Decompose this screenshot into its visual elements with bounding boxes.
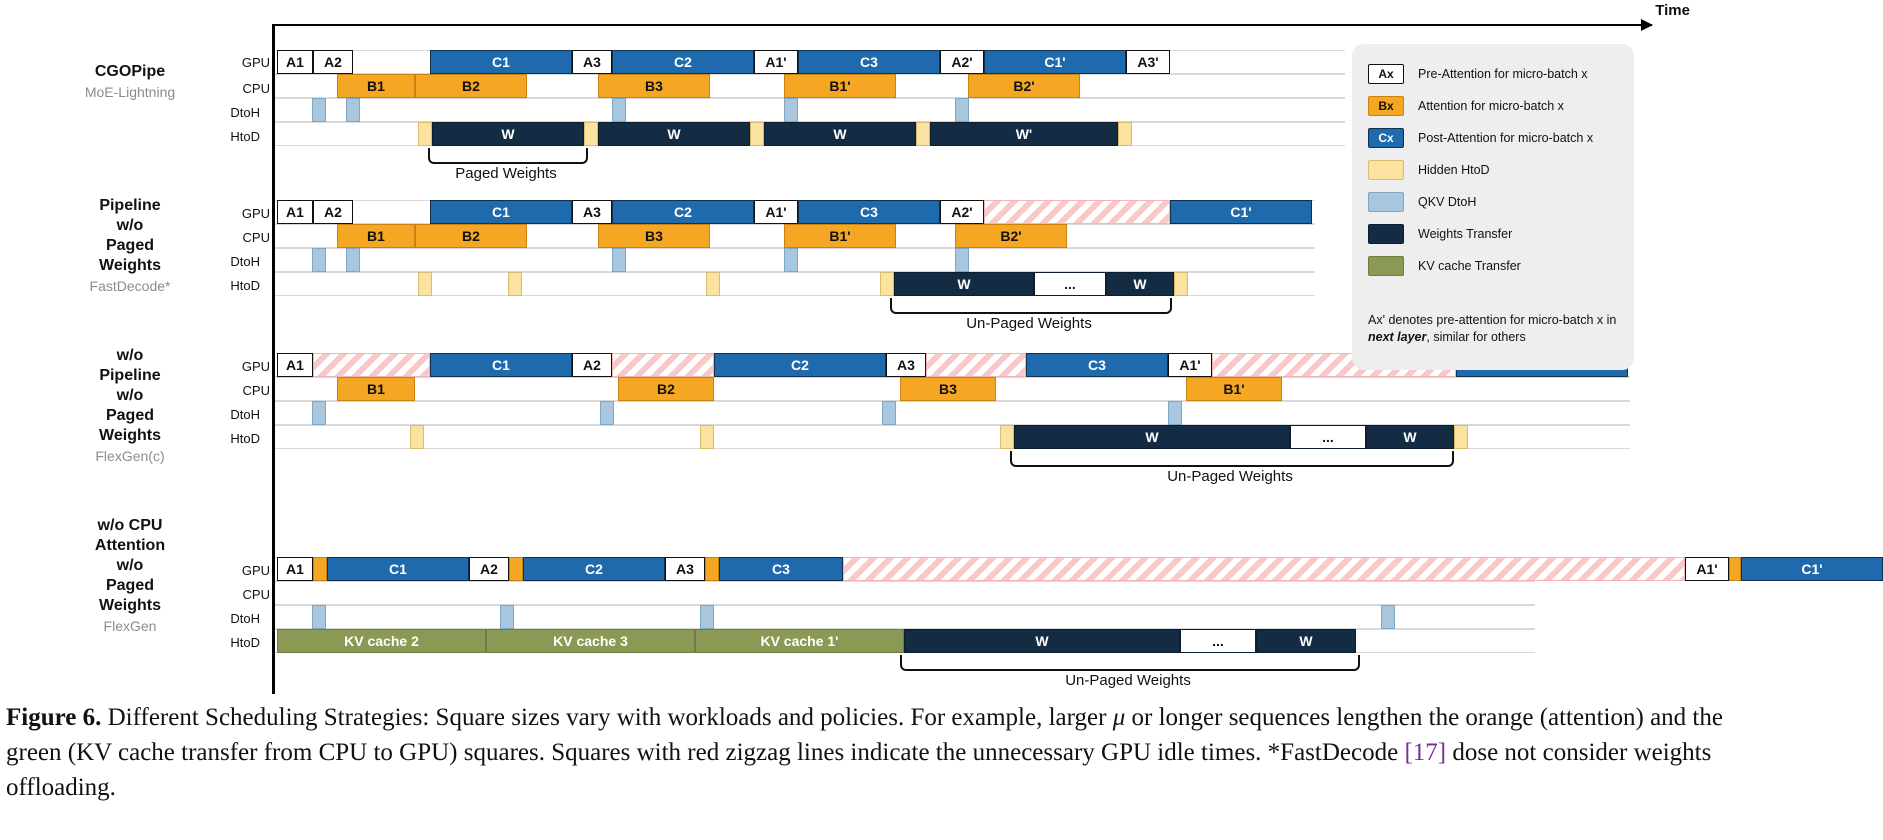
block-qkv-dtoh: [784, 98, 798, 122]
block-post-attention: C1': [984, 50, 1126, 74]
block-post-attention: C1: [430, 353, 572, 377]
block-weights-transfer: W: [1256, 629, 1356, 653]
block-attention: B1: [337, 224, 415, 248]
figure-caption: [6, 700, 1732, 805]
block-gpu-idle: [612, 353, 714, 377]
legend-note: [1368, 312, 1620, 346]
block-pre-attention: A1': [1168, 353, 1212, 377]
legend-item-attention: [1368, 96, 1564, 116]
block-hidden-htod: [584, 122, 598, 146]
block-post-attention: C3: [798, 50, 940, 74]
block-post-attention: C2: [612, 200, 754, 224]
lane-label-gpu-4: GPU: [241, 563, 270, 578]
block-attention: B2: [618, 377, 714, 401]
block-hidden-htod: [880, 272, 894, 296]
block-hidden-htod: [1000, 425, 1014, 449]
panel-sub-flexgen: FlexGen: [103, 618, 157, 634]
block-weights-ellipsis: ...: [1034, 272, 1106, 296]
block-pre-attention: A3: [665, 557, 705, 581]
block-qkv-dtoh: [312, 98, 326, 122]
lane-label-cpu-3: CPU: [242, 383, 270, 398]
brace-unpaged-weights-3: [900, 655, 1360, 671]
block-qkv-dtoh: [346, 98, 360, 122]
block-attention: B1: [337, 74, 415, 98]
block-pre-attention: A1: [277, 557, 313, 581]
block-attention: B2: [415, 224, 527, 248]
block-hidden-htod: [706, 272, 720, 296]
block-hidden-htod: [410, 425, 424, 449]
block-weights-ellipsis: ...: [1290, 425, 1366, 449]
block-post-attention: C2: [714, 353, 886, 377]
brace-unpaged-weights-2: [1010, 451, 1454, 467]
block-post-attention: C1: [430, 200, 572, 224]
panel-title-cgopipe: CGOPipe MoE-Lightning: [84, 63, 176, 100]
block-post-attention: C2: [612, 50, 754, 74]
block-weights-transfer: W: [894, 272, 1034, 296]
lane-label-htod-3: HtoD: [230, 431, 260, 446]
block-qkv-dtoh: [700, 605, 714, 629]
block-attention-gpu: [705, 557, 719, 581]
caption-label: Figure 6.: [6, 704, 102, 731]
block-pre-attention: A1: [277, 200, 313, 224]
lane-label-htod-1: HtoD: [230, 129, 260, 144]
legend-item-weights-transfer: [1368, 224, 1512, 244]
label-unpaged-weights-2: Un-Paged Weights: [1167, 468, 1293, 485]
block-weights-transfer: W': [930, 122, 1118, 146]
legend-note-a: Ax' denotes pre-attention for micro-batch: [1368, 313, 1594, 327]
block-weights-transfer: W: [904, 629, 1180, 653]
block-kv-cache-transfer: KV cache 1': [695, 629, 904, 653]
legend-swatch-qkv-dtoh: [1368, 192, 1404, 212]
block-post-attention: C1': [1170, 200, 1312, 224]
legend-label-weights-transfer: Weights Transfer: [1418, 227, 1513, 241]
lane-cpu-4: [275, 581, 1535, 605]
block-qkv-dtoh: [612, 248, 626, 272]
panel-sub-flexgen-c: FlexGen(c): [95, 448, 165, 464]
block-attention-gpu: [313, 557, 327, 581]
block-pre-attention: A2: [313, 50, 353, 74]
lane-label-dtoh-1: DtoH: [230, 105, 260, 120]
legend-item-pre-attention: [1368, 64, 1588, 84]
block-post-attention: C3: [798, 200, 940, 224]
caption-line1: Different Scheduling Strategies: Square sizes vary with workloads and policies. For example, larger: [101, 704, 1113, 731]
legend-swatch-pre-attention: Ax: [1368, 64, 1404, 84]
block-post-attention: C1: [327, 557, 469, 581]
block-pre-attention: A3: [572, 50, 612, 74]
block-weights-transfer: W: [764, 122, 916, 146]
block-gpu-idle: [984, 200, 1170, 224]
block-hidden-htod: [916, 122, 930, 146]
block-attention: B2': [955, 224, 1067, 248]
lane-label-htod-4: HtoD: [230, 635, 260, 650]
block-pre-attention: A1': [754, 50, 798, 74]
legend-note-emphasis: next layer: [1368, 330, 1427, 344]
legend-label-hidden-htod: Hidden HtoD: [1418, 163, 1490, 177]
block-qkv-dtoh: [612, 98, 626, 122]
legend-panel: [1352, 44, 1634, 370]
block-qkv-dtoh: [1168, 401, 1182, 425]
legend-item-qkv-dtoh: [1368, 192, 1476, 212]
block-hidden-htod: [1454, 425, 1468, 449]
block-post-attention: C3: [719, 557, 843, 581]
panel-sub-fastdecode: FastDecode*: [89, 278, 171, 294]
block-weights-transfer: W: [598, 122, 750, 146]
block-gpu-idle: [926, 353, 1026, 377]
block-attention: B1': [784, 224, 896, 248]
block-qkv-dtoh: [600, 401, 614, 425]
legend-swatch-post-attention: Cx: [1368, 128, 1404, 148]
block-pre-attention: A2': [940, 200, 984, 224]
block-qkv-dtoh: [784, 248, 798, 272]
block-pre-attention: A2': [940, 50, 984, 74]
block-hidden-htod: [418, 122, 432, 146]
label-paged-weights: Paged Weights: [455, 165, 557, 182]
legend-item-hidden-htod: [1368, 160, 1490, 180]
block-attention: B1: [337, 377, 415, 401]
block-pre-attention: A2: [572, 353, 612, 377]
lane-label-dtoh-3: DtoH: [230, 407, 260, 422]
block-attention-gpu: [1729, 557, 1741, 581]
block-hidden-htod: [508, 272, 522, 296]
legend-swatch-attention: Bx: [1368, 96, 1404, 116]
block-pre-attention: A1': [754, 200, 798, 224]
block-qkv-dtoh: [312, 605, 326, 629]
block-attention: B2: [415, 74, 527, 98]
lane-label-cpu-2: CPU: [242, 230, 270, 245]
legend-label-post-attention: Post-Attention for micro-batch x: [1418, 131, 1594, 145]
block-hidden-htod: [1174, 272, 1188, 296]
block-qkv-dtoh: [500, 605, 514, 629]
block-pre-attention: A3': [1126, 50, 1170, 74]
block-qkv-dtoh: [312, 248, 326, 272]
block-attention: B3: [900, 377, 996, 401]
lane-label-dtoh-2: DtoH: [230, 254, 260, 269]
block-kv-cache-transfer: KV cache 3: [486, 629, 695, 653]
lane-label-gpu-1: GPU: [241, 55, 270, 70]
block-attention: B2': [968, 74, 1080, 98]
lane-label-gpu-3: GPU: [241, 359, 270, 374]
block-qkv-dtoh: [882, 401, 896, 425]
block-weights-ellipsis: ...: [1180, 629, 1256, 653]
lane-label-htod-2: HtoD: [230, 278, 260, 293]
label-unpaged-weights-3: Un-Paged Weights: [1065, 672, 1191, 689]
block-weights-transfer: W: [432, 122, 584, 146]
lane-label-dtoh-4: DtoH: [230, 611, 260, 626]
block-qkv-dtoh: [1381, 605, 1395, 629]
block-attention-gpu: [509, 557, 523, 581]
legend-swatch-weights-transfer: [1368, 224, 1404, 244]
block-kv-cache-transfer: KV cache 2: [277, 629, 486, 653]
legend-label-pre-attention: Pre-Attention for micro-batch x: [1418, 67, 1588, 81]
brace-unpaged-weights-1: [890, 298, 1172, 314]
time-axis-arrow: [272, 24, 1652, 26]
legend-note-b: x in: [1596, 313, 1617, 327]
block-pre-attention: A3: [886, 353, 926, 377]
time-axis-label: Time: [1655, 2, 1690, 19]
brace-paged-weights: [428, 148, 588, 164]
caption-line3: dose not consider weights offloading.: [6, 739, 1712, 801]
block-hidden-htod: [750, 122, 764, 146]
block-qkv-dtoh: [346, 248, 360, 272]
block-pre-attention: A1: [277, 50, 313, 74]
panel-title-pipeline-no-paged: Pipeline w/o Paged Weights FastDecode*: [89, 197, 171, 294]
caption-line2: or longer sequences lengthen the orange (attention) and the green (KV cache transfer from CPU to GPU) squares. Squares with red zigzag lines indicate the unnecessary GPU idle times. *FastDecode: [6, 704, 1723, 766]
block-pre-attention: A1: [277, 353, 313, 377]
block-hidden-htod: [1118, 122, 1132, 146]
block-gpu-idle: [313, 353, 430, 377]
lane-dtoh-4: [275, 605, 1535, 629]
legend-item-post-attention: [1368, 128, 1593, 148]
block-hidden-htod: [418, 272, 432, 296]
legend-swatch-kv-cache-transfer: [1368, 256, 1404, 276]
block-weights-transfer: W: [1014, 425, 1290, 449]
block-gpu-idle: [843, 557, 1685, 581]
legend-item-kv-cache-transfer: [1368, 256, 1521, 276]
block-qkv-dtoh: [955, 248, 969, 272]
block-attention: B3: [598, 74, 710, 98]
caption-mu: μ: [1112, 704, 1126, 731]
legend-label-attention: Attention for micro-batch x: [1418, 99, 1564, 113]
block-attention: B3: [598, 224, 710, 248]
caption-reference[interactable]: [17]: [1404, 739, 1447, 766]
block-post-attention: C2: [523, 557, 665, 581]
lane-dtoh-3: [275, 401, 1630, 425]
legend-note-d: , similar for others: [1426, 330, 1526, 344]
label-unpaged-weights-1: Un-Paged Weights: [966, 315, 1092, 332]
legend-swatch-hidden-htod: [1368, 160, 1404, 180]
legend-label-qkv-dtoh: QKV DtoH: [1418, 195, 1477, 209]
block-pre-attention: A2: [469, 557, 509, 581]
block-pre-attention: A3: [572, 200, 612, 224]
block-qkv-dtoh: [312, 401, 326, 425]
block-post-attention: C3: [1026, 353, 1168, 377]
block-attention: B1': [1186, 377, 1282, 401]
block-weights-transfer: W: [1366, 425, 1454, 449]
block-post-attention: C1': [1741, 557, 1883, 581]
panel-title-no-cpu-attention: w/o CPU Attention w/o Paged Weights FlexGen: [94, 517, 166, 634]
block-hidden-htod: [700, 425, 714, 449]
block-pre-attention: A1': [1685, 557, 1729, 581]
lane-label-gpu-2: GPU: [241, 206, 270, 221]
lane-label-cpu-4: CPU: [242, 587, 270, 602]
lane-dtoh-1: [275, 98, 1345, 122]
legend-label-kv-cache-transfer: KV cache Transfer: [1418, 259, 1521, 273]
block-post-attention: C1: [430, 50, 572, 74]
block-attention: B1': [784, 74, 896, 98]
block-pre-attention: A2: [313, 200, 353, 224]
panel-title-no-pipeline-no-paged: w/o Pipeline w/o Paged Weights FlexGen(c): [95, 347, 165, 464]
block-qkv-dtoh: [955, 98, 969, 122]
block-weights-transfer: W: [1106, 272, 1174, 296]
lane-label-cpu-1: CPU: [242, 81, 270, 96]
panel-sub-cgopipe: MoE-Lightning: [84, 84, 176, 100]
